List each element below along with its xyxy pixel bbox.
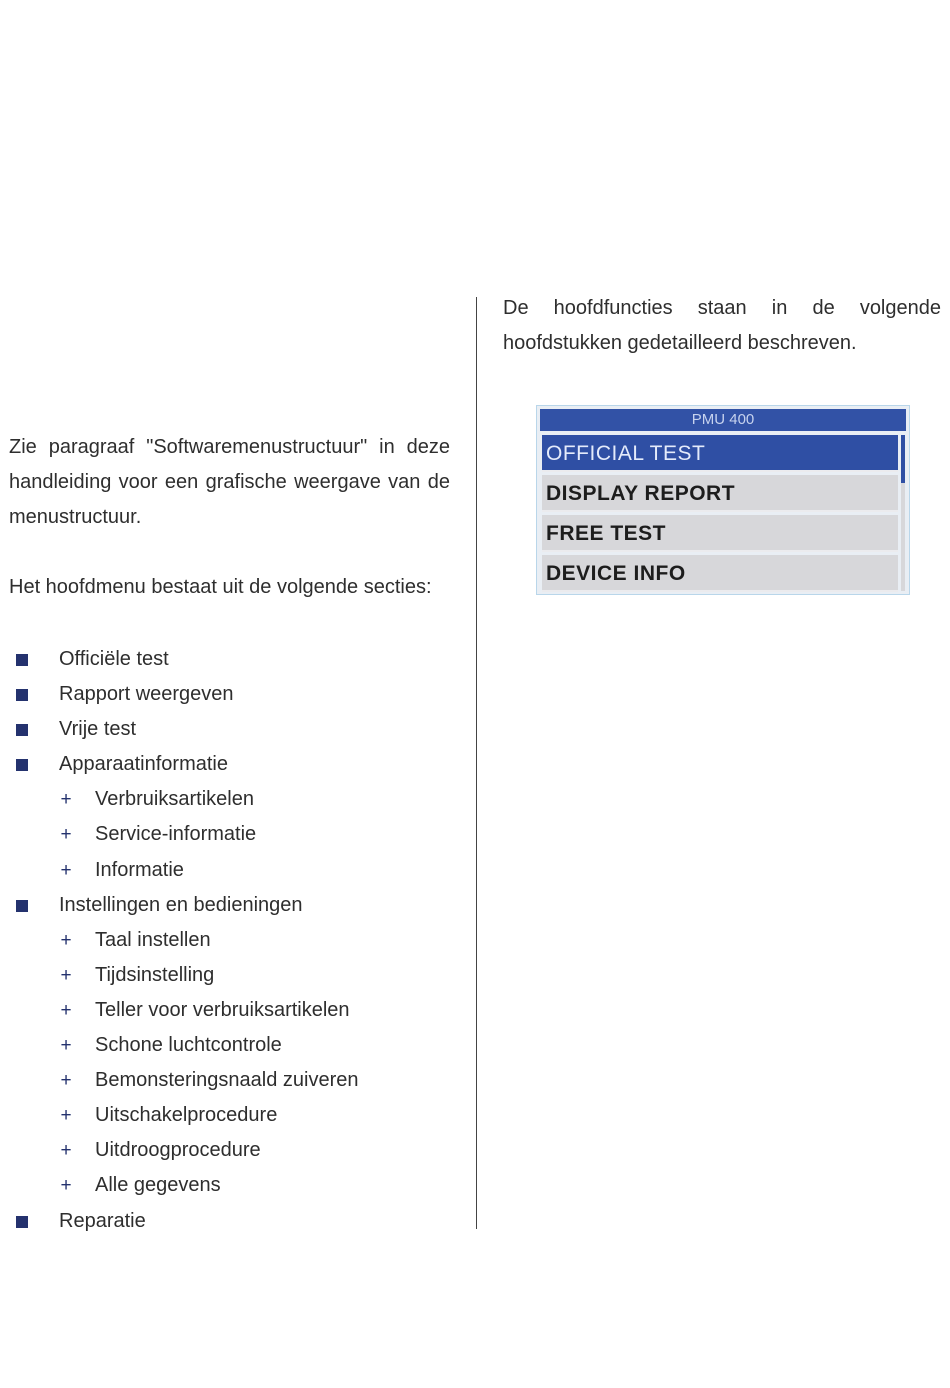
list-item-text: Vrije test <box>59 718 137 741</box>
square-bullet-icon <box>16 654 28 666</box>
section-list-item <box>0 888 470 923</box>
subsection-list-item <box>0 993 470 1028</box>
subsection-list-item <box>0 1098 470 1133</box>
plus-bullet-icon: + <box>60 859 72 881</box>
chapters-paragraph: De hoofdfuncties staan in de volgende hoofdstukken gedetailleerd beschreven. <box>503 297 941 354</box>
subsection-list-item <box>0 1028 470 1063</box>
section-list-item <box>0 642 470 677</box>
plus-bullet-icon: + <box>60 964 72 986</box>
section-list-item <box>0 677 470 712</box>
plus-bullet-icon: + <box>60 1070 72 1092</box>
subsection-list-item <box>0 853 470 888</box>
left-column <box>9 430 450 605</box>
list-item-text: Informatie <box>95 858 184 881</box>
plus-bullet-icon: + <box>60 929 72 951</box>
list-item-text: Taal instellen <box>95 928 211 951</box>
device-menu-item-device-info[interactable]: DEVICE INFO <box>542 555 898 592</box>
plus-bullet-icon: + <box>60 789 72 811</box>
subsection-list-item <box>0 1133 470 1168</box>
subsection-list-item <box>0 1168 470 1203</box>
section-list-item <box>0 1204 470 1239</box>
section-list-item <box>0 747 470 782</box>
subsection-list-item <box>0 1063 470 1098</box>
list-item-text: Tijdsinstelling <box>95 963 215 986</box>
plus-bullet-icon: + <box>60 999 72 1021</box>
subsection-list-item <box>0 958 470 993</box>
device-scrollbar-thumb[interactable] <box>901 435 905 483</box>
device-menu-item-free-test[interactable]: FREE TEST <box>542 515 898 552</box>
column-divider <box>476 297 477 1229</box>
section-list-item <box>0 712 470 747</box>
plus-bullet-icon: + <box>60 1105 72 1127</box>
list-item-text: Reparatie <box>59 1209 146 1232</box>
square-bullet-icon <box>16 759 28 771</box>
device-menu-item-display-report[interactable]: DISPLAY REPORT <box>542 475 898 512</box>
intro-paragraph: Zie paragraaf "Softwaremenustructuur" in deze handleiding voor een grafische weergave van de menustructuur. <box>9 436 450 528</box>
subsection-list-item <box>0 782 470 817</box>
list-item-text: Instellingen en bedieningen <box>59 893 303 916</box>
plus-bullet-icon: + <box>60 1175 72 1197</box>
main-menu-sections-list <box>0 642 470 1239</box>
plus-bullet-icon: + <box>60 1140 72 1162</box>
device-screen <box>536 405 910 595</box>
square-bullet-icon <box>16 1216 28 1228</box>
sections-intro: Het hoofdmenu bestaat uit de volgende secties: <box>9 576 432 598</box>
square-bullet-icon <box>16 724 28 736</box>
subsection-list-item <box>0 923 470 958</box>
list-item-text: Apparaatinformatie <box>59 753 228 776</box>
square-bullet-icon <box>16 900 28 912</box>
plus-bullet-icon: + <box>60 824 72 846</box>
list-item-text: Officiële test <box>59 648 169 670</box>
list-item-text: Rapport weergeven <box>59 683 234 706</box>
plus-bullet-icon: + <box>60 1035 72 1057</box>
list-item-text: Service-informatie <box>95 823 257 846</box>
list-item-text: Uitschakelprocedure <box>95 1104 278 1127</box>
subsection-list-item <box>0 817 470 852</box>
list-item-text: Bemonsteringsnaald zuiveren <box>95 1069 359 1092</box>
list-item-text: Verbruiksartikelen <box>95 788 254 811</box>
list-item-text: Uitdroogprocedure <box>95 1139 261 1162</box>
list-item-text: Alle gegevens <box>95 1174 221 1197</box>
list-item-text: Schone luchtcontrole <box>95 1034 282 1057</box>
square-bullet-icon <box>16 689 28 701</box>
list-item-text: Teller voor verbruiksartikelen <box>95 998 350 1021</box>
device-title: PMU 400 <box>540 409 906 431</box>
right-column <box>503 291 941 361</box>
device-menu-item-official-test[interactable]: OFFICIAL TEST <box>542 435 898 472</box>
